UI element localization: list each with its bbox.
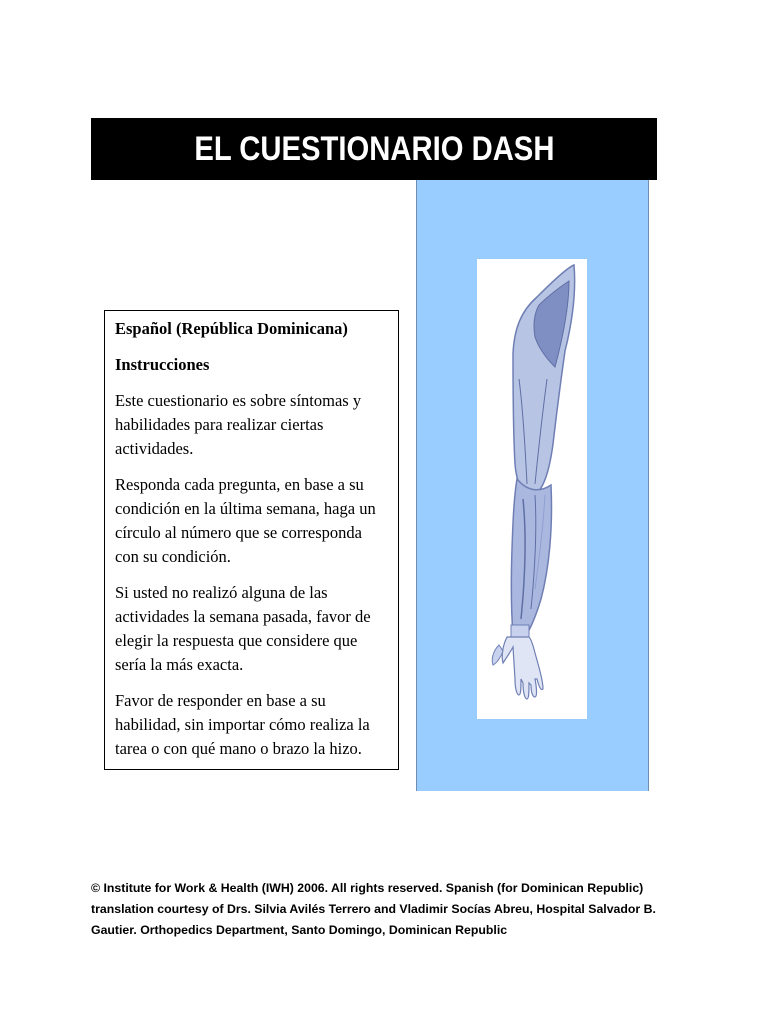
page-title: EL CUESTIONARIO DASH (193, 129, 555, 168)
arm-anatomy-icon (477, 259, 587, 719)
instruction-paragraph: Favor de responder en base a su habilidad, sin importar cómo realiza la tarea o con qué mano o brazo la hizo. (115, 691, 370, 758)
copyright-footer: © Institute for Work & Health (IWH) 2006. All rights reserved. Spanish (for Dominican Republic) translation courtesy of Drs. Silvia Avilés Terrero and Vladimir Socías Abreu, Hospital Salvador B. Gautier. Orthopedics Department, Santo Domingo, Dominican Republic (91, 881, 656, 937)
instruction-paragraph: Responda cada pregunta, en base a su condición en la última semana, haga un círculo al número que se corresponda con su condición. (115, 475, 376, 566)
arm-illustration (477, 259, 587, 719)
language-heading: Español (República Dominicana) (115, 319, 348, 338)
instruction-paragraph: Este cuestionario es sobre síntomas y habilidades para realizar ciertas actividades. (115, 391, 362, 458)
instructions-heading: Instrucciones (115, 355, 210, 374)
title-bar (91, 118, 657, 180)
instructions-box (104, 310, 399, 770)
instruction-paragraph: Si usted no realizó alguna de las actividades la semana pasada, favor de elegir la respuesta que considere que sería la más exacta. (115, 583, 371, 674)
